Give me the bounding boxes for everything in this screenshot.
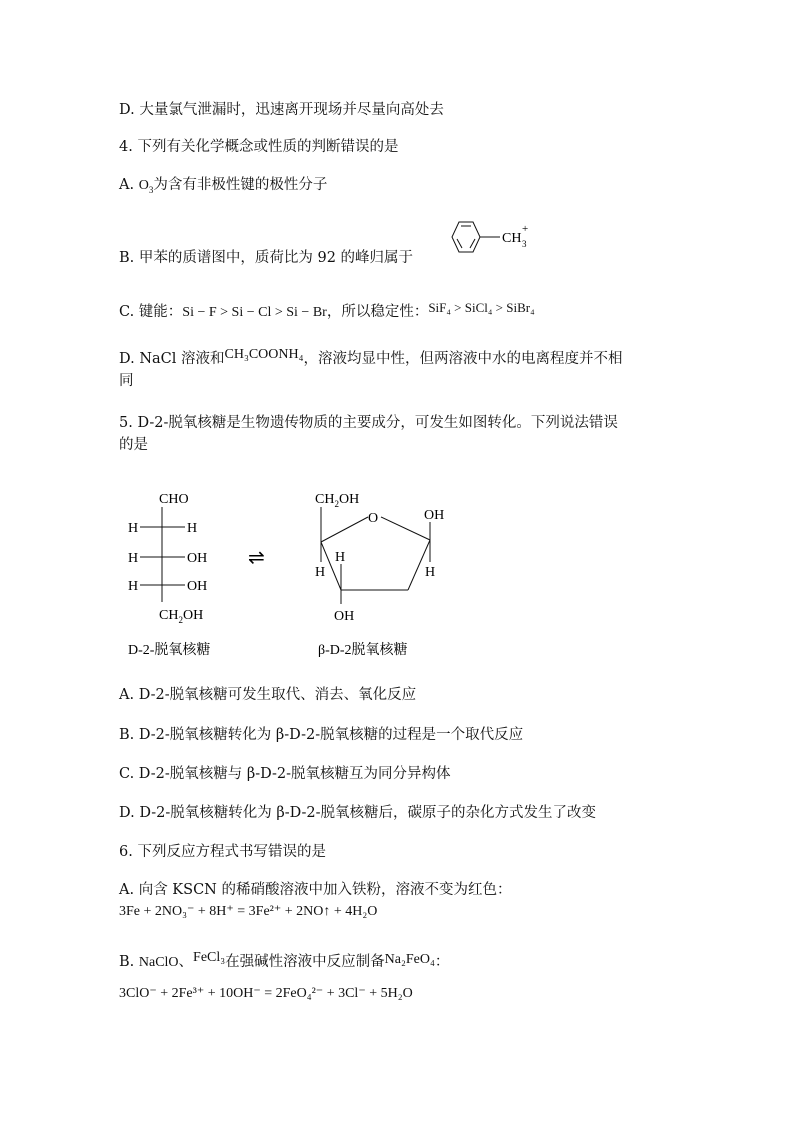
question-5-option-b: B. D-2-脱氧核糖转化为 β-D-2-脱氧核糖的过程是一个取代反应 — [119, 727, 524, 743]
svg-text:OH: OH — [424, 508, 445, 523]
equilibrium-arrow: ⇌ — [248, 547, 265, 569]
question-4-option-b: B. 甲苯的质谱图中，质荷比为 92 的峰归属于 — [119, 250, 414, 266]
svg-text:CH2OH: $CH_2OH$ — [315, 492, 360, 509]
svg-text:CH2OH: $CH_2OH$ — [159, 608, 204, 625]
question-6-stem: 6. 下列反应方程式书写错误的是 — [119, 844, 326, 860]
formula-o3: $O_3$ — [138, 178, 154, 195]
question-4-option-c: C. 键能：Si − F > Si − Cl > Si − Br，所以稳定性：SiF₄ > SiCl₄ > SiBr₄ — [119, 300, 535, 320]
svg-text:H: H — [128, 521, 139, 536]
svg-text:H: H — [187, 521, 198, 536]
formula-na2feo4: Na₂FeO₄ — [384, 952, 435, 967]
svg-text:OH: OH — [187, 551, 208, 566]
question-5-option-d: D. D-2-脱氧核糖转化为 β-D-2-脱氧核糖后，碳原子的杂化方式发生了改变 — [119, 805, 597, 821]
svg-text:+: + — [522, 223, 529, 235]
svg-text:H: H — [425, 565, 436, 580]
question-4-option-a — [119, 175, 327, 196]
question-6-option-b: B. NaClO、FeCl₃在强碱性溶液中反应制备Na₂FeO₄： — [119, 950, 450, 970]
option-label: A. — [119, 177, 139, 193]
svg-text:O: O — [368, 511, 379, 526]
toluene-cation-structure — [440, 218, 560, 264]
question-4-option-d: D. NaCl 溶液和CH₃COONH₄，溶液均显中性，但两溶液中水的电离程度并不相 — [119, 347, 623, 367]
question-5-option-a: A. D-2-脱氧核糖可发生取代、消去、氧化反应 — [119, 687, 417, 703]
question-4-stem: 4. 下列有关化学概念或性质的判断错误的是 — [119, 139, 399, 155]
question-5-option-c: C. D-2-脱氧核糖与 β-D-2-脱氧核糖互为同分异构体 — [119, 766, 451, 782]
svg-text:H: H — [335, 550, 346, 565]
question-5-stem-cont: 的是 — [119, 437, 148, 453]
option-text: 为含有非极性键的极性分子 — [153, 177, 328, 193]
left-caption: D-2-脱氧核糖 — [128, 643, 211, 658]
deoxyribose-figure — [110, 480, 470, 665]
svg-text:3: 3 — [522, 239, 527, 249]
question-6-option-b-equation: 3ClO⁻ + 2Fe³⁺ + 10OH⁻ = 2FeO₄²⁻ + 3Cl⁻ + 5H₂O — [119, 986, 413, 1001]
question-6-option-a-equation: 3Fe + 2NO₃⁻ + 8H⁺ = 3Fe²⁺ + 2NO↑ + 4H₂O — [119, 904, 378, 919]
bond-energy-order: Si − F > Si − Cl > Si − Br — [182, 305, 327, 320]
formula-fecl3: FeCl₃ — [193, 950, 226, 965]
svg-text:OH: OH — [187, 579, 208, 594]
question-3-option-d: D. 大量氯气泄漏时，迅速离开现场并尽量向高处去 — [119, 102, 444, 118]
question-6-option-a: A. 向含 KSCN 的稀硝酸溶液中加入铁粉，溶液不变为红色： — [119, 882, 512, 898]
svg-text:H: H — [315, 565, 326, 580]
right-caption: β-D-2脱氧核糖 — [318, 643, 408, 658]
question-5-stem: 5. D-2-脱氧核糖是生物遗传物质的主要成分，可发生如图转化。下列说法错误 — [119, 415, 618, 431]
svg-text:OH: OH — [334, 609, 355, 624]
formula-ammonium-acetate: CH₃COONH₄ — [224, 347, 304, 362]
question-4-option-d-cont: 同 — [119, 373, 134, 389]
formula-naclo: NaClO — [138, 955, 179, 970]
svg-text:CH: CH — [502, 231, 522, 246]
svg-text:CHO: CHO — [159, 492, 189, 507]
svg-text:H: H — [128, 551, 139, 566]
svg-text:H: H — [128, 579, 139, 594]
stability-order: SiF₄ > SiCl₄ > SiBr₄ — [428, 300, 535, 315]
